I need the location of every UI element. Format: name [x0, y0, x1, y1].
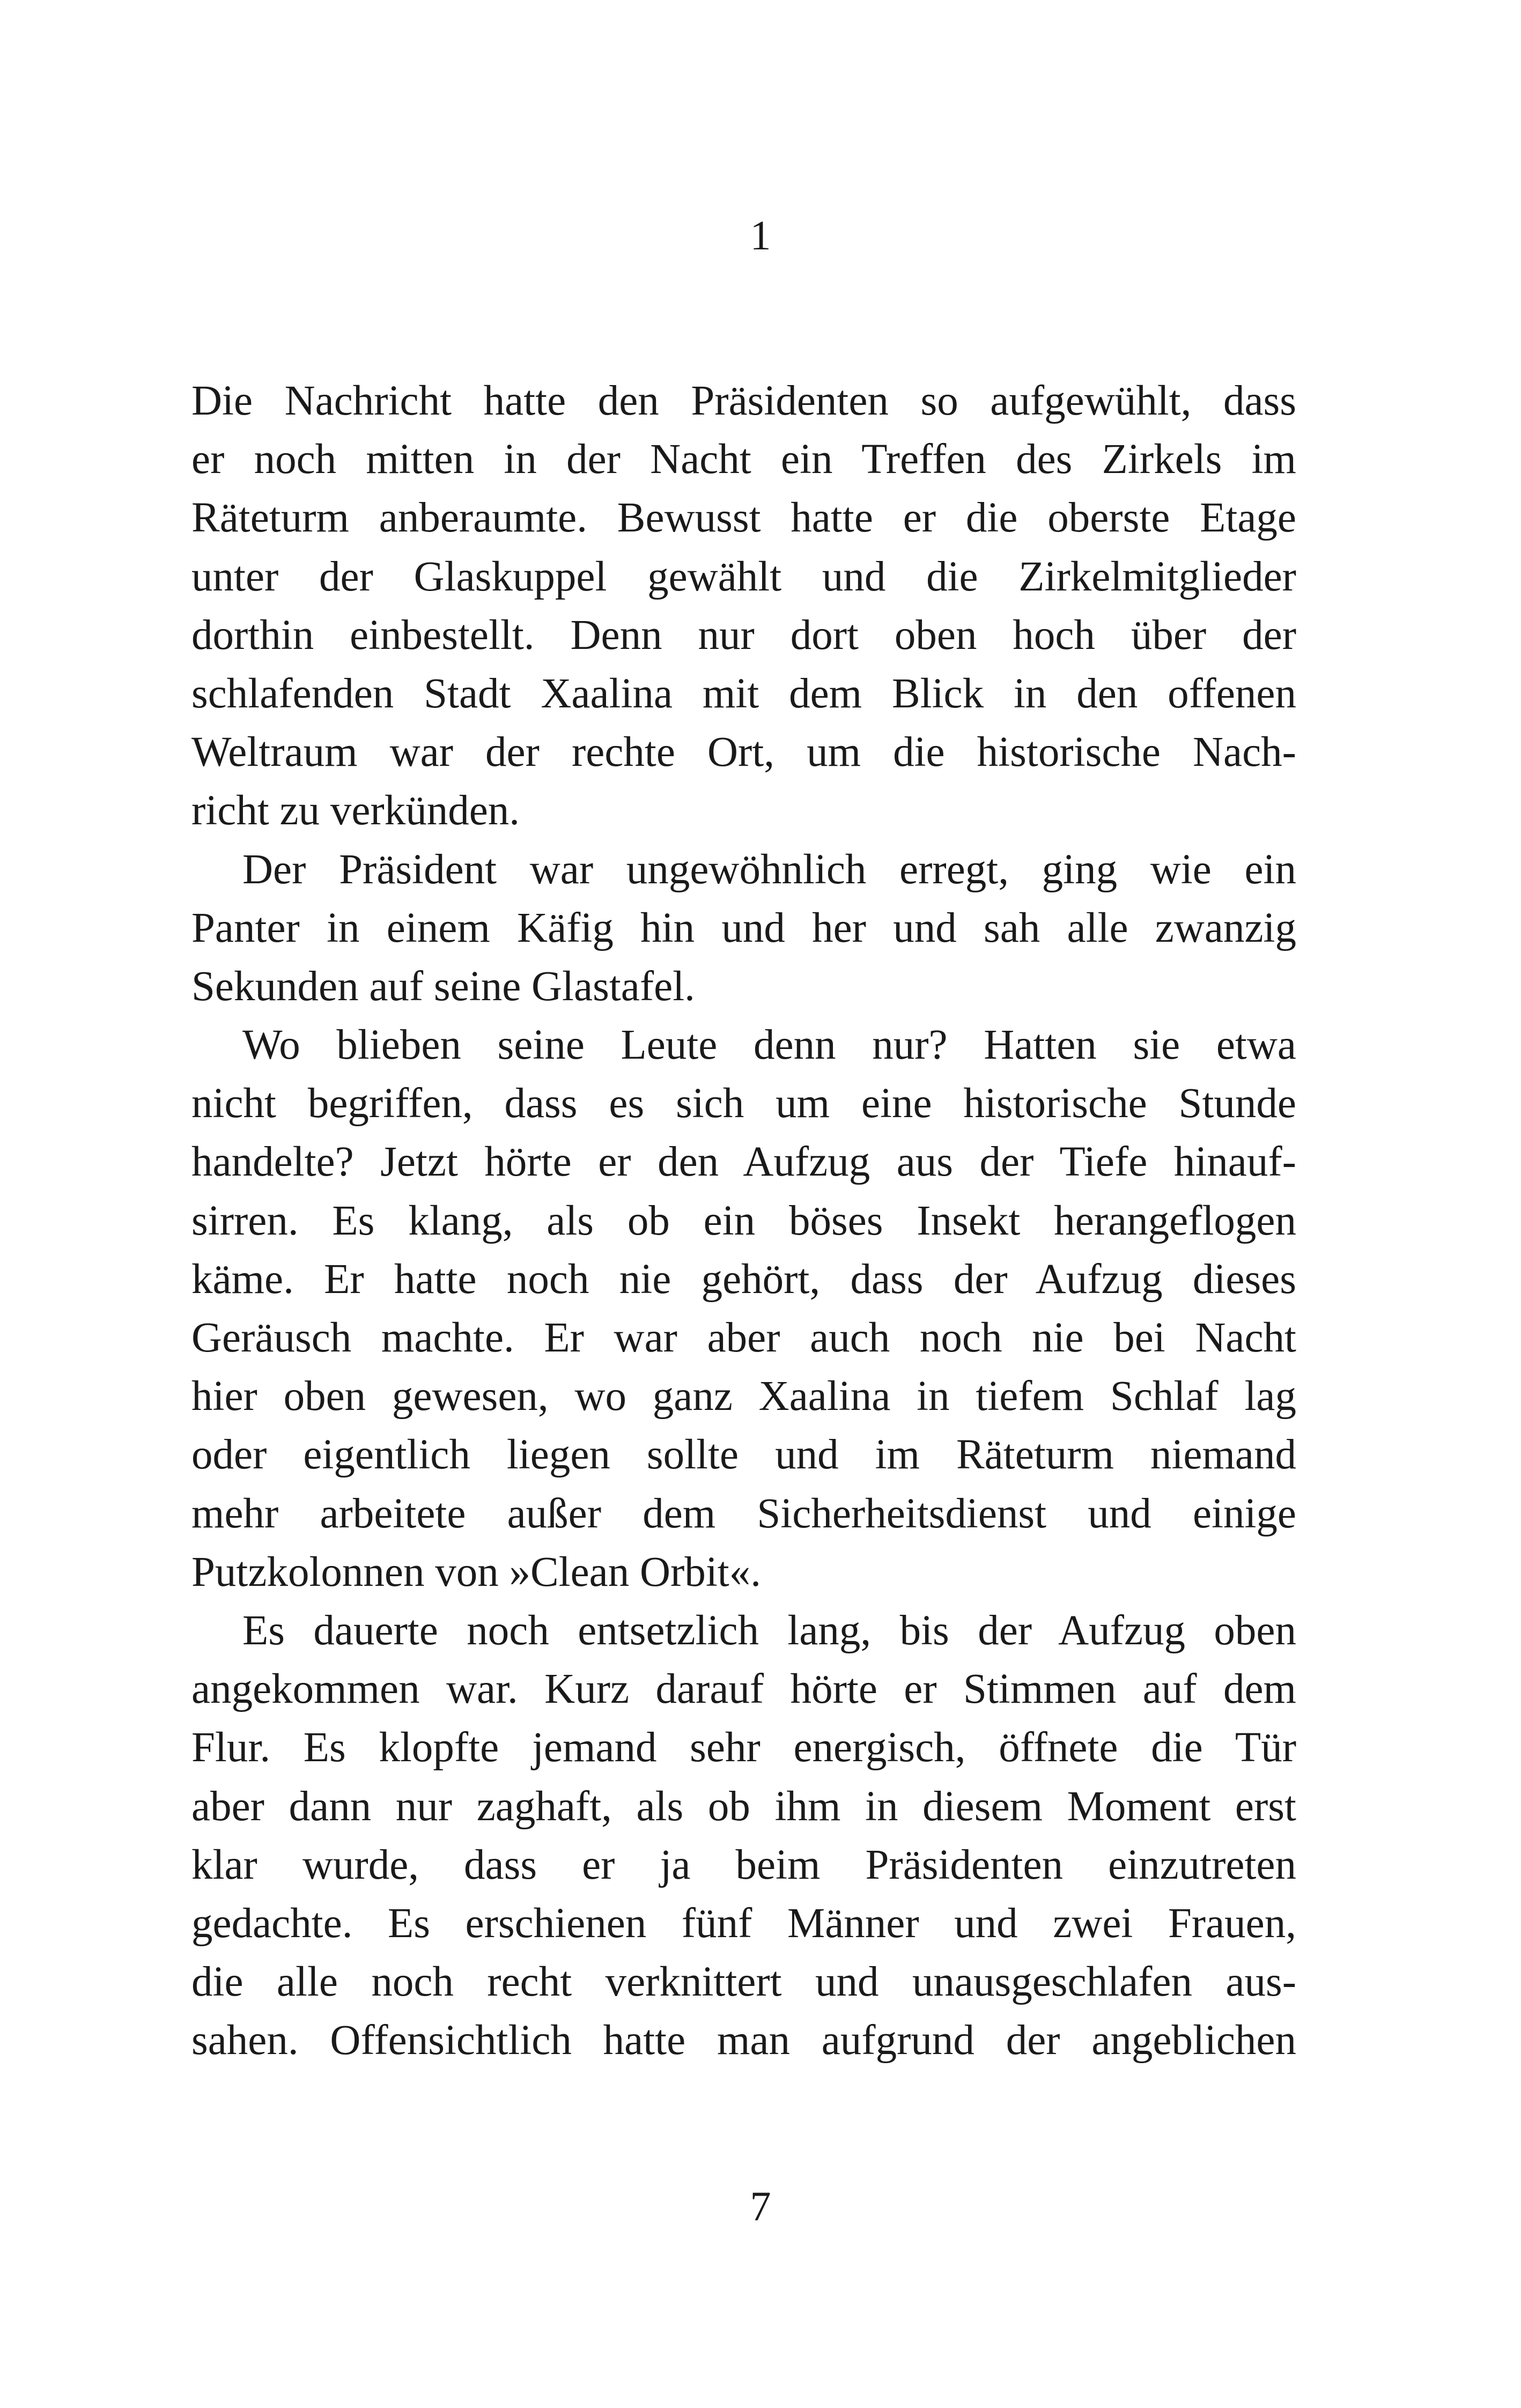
text-line: sahen. Offensichtlich hatte man aufgrund der angeblichen: [191, 2017, 1296, 2064]
text-line: schlafenden Stadt Xaalina mit dem Blick in den offenen: [191, 670, 1296, 717]
text-line: richt zu verkünden.: [191, 787, 520, 834]
paragraph: [191, 840, 1296, 1016]
text-line: er noch mitten in der Nacht ein Treffen des Zirkels im: [191, 436, 1296, 483]
text-line: nicht begriffen, dass es sich um eine historische Stunde: [191, 1080, 1296, 1127]
text-line: oder eigentlich liegen sollte und im Räteturm niemand: [191, 1431, 1296, 1479]
paragraph: [191, 372, 1296, 840]
body-text: [191, 372, 1296, 2070]
text-line: hier oben gewesen, wo ganz Xaalina in tiefem Schlaf lag: [191, 1373, 1296, 1420]
text-line: mehr arbeitete außer dem Sicherheitsdienst und einige: [191, 1490, 1296, 1537]
text-line: Die Nachricht hatte den Präsidenten so aufgewühlt, dass: [191, 378, 1296, 424]
text-line: unter der Glaskuppel gewählt und die Zirkelmitglieder: [191, 553, 1296, 600]
text-line: die alle noch recht verknittert und unausgeschlafen aus-: [191, 1959, 1296, 2006]
paragraph: [191, 1016, 1296, 1601]
text-line: handelte? Jetzt hörte er den Aufzug aus der Tiefe hinauf-: [191, 1139, 1296, 1186]
text-line: gedachte. Es erschienen fünf Männer und zwei Frauen,: [191, 1900, 1296, 1947]
text-line: Weltraum war der rechte Ort, um die historische Nach-: [191, 729, 1296, 776]
text-line: Es dauerte noch entsetzlich lang, bis der Aufzug oben: [242, 1607, 1296, 1654]
text-line: Der Präsident war ungewöhnlich erregt, ging wie ein: [242, 846, 1296, 893]
text-line: käme. Er hatte noch nie gehört, dass der Aufzug dieses: [191, 1255, 1296, 1303]
page-number: 7: [750, 2183, 771, 2229]
text-line: Flur. Es klopfte jemand sehr energisch, öffnete die Tür: [191, 1724, 1296, 1771]
text-line: dorthin einbestellt. Denn nur dort oben hoch über der: [191, 611, 1296, 659]
text-line: klar wurde, dass er ja beim Präsidenten einzutreten: [191, 1841, 1296, 1888]
text-line: angekommen war. Kurz darauf hörte er Stimmen auf dem: [191, 1666, 1296, 1713]
text-line: Geräusch machte. Er war aber auch noch nie bei Nacht: [191, 1314, 1296, 1361]
text-line: sirren. Es klang, als ob ein böses Insekt herangeflogen: [191, 1197, 1296, 1244]
text-line: aber dann nur zaghaft, als ob ihm in diesem Moment erst: [191, 1783, 1296, 1830]
text-line: Wo blieben seine Leute denn nur? Hatten sie etwa: [242, 1022, 1296, 1069]
text-line: Putzkolonnen von »Clean Orbit«.: [191, 1548, 761, 1596]
paragraph: [191, 1601, 1296, 2070]
text-line: Sekunden auf seine Glastafel.: [191, 963, 695, 1010]
text-line: Räteturm anberaumte. Bewusst hatte er die oberste Etage: [191, 494, 1296, 542]
text-line: Panter in einem Käfig hin und her und sah alle zwanzig: [191, 904, 1296, 951]
chapter-number: 1: [750, 212, 771, 258]
